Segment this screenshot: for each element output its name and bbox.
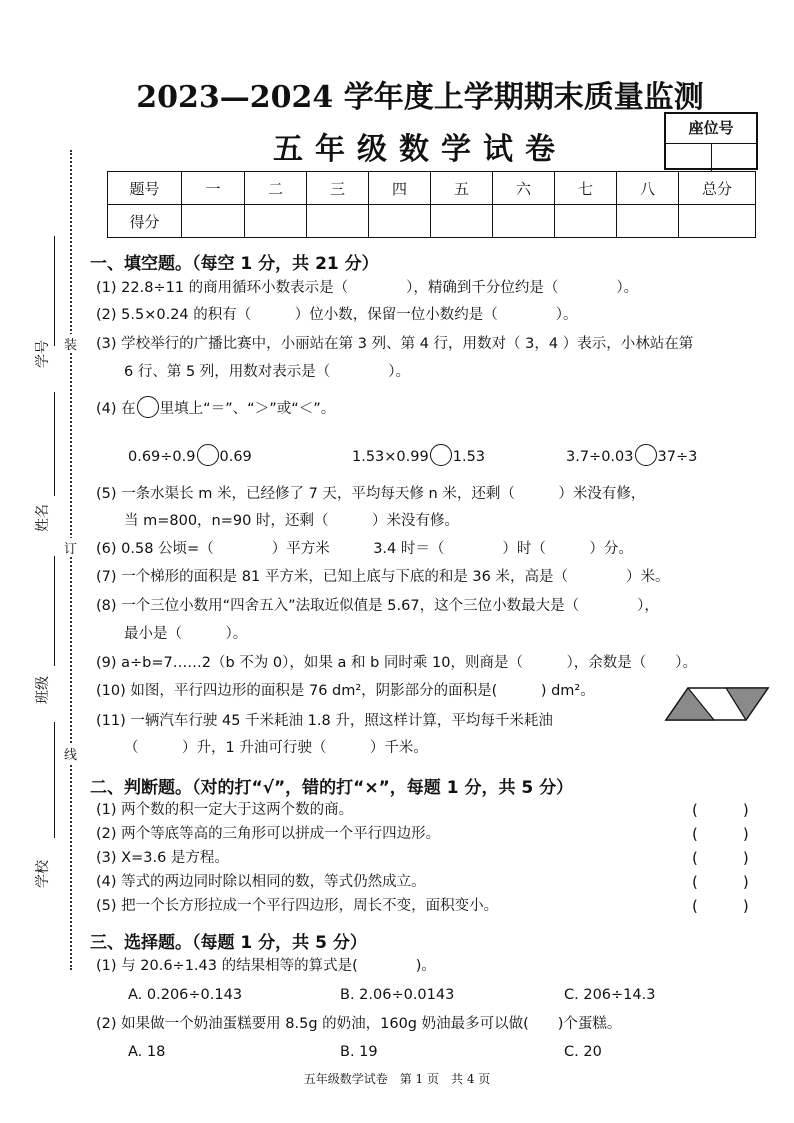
s2-answer-5[interactable]: ( ) [692, 897, 749, 915]
q4-item-left: 0.69÷0.9 [128, 449, 196, 465]
s2-item-3: (3) X=3.6 是方程。 [96, 850, 229, 866]
compare-circle-icon [137, 396, 159, 418]
q4-item-right: 0.69 [219, 449, 252, 465]
score-table-header-row [108, 172, 756, 205]
score-header-cell: 五 [431, 172, 493, 205]
s1-question-8-line-1: (8) 一个三位小数用“四舍五入”法取近似值是 5.67，这个三位小数最大是（ ）， [96, 598, 659, 614]
score-cell[interactable] [245, 205, 307, 238]
score-table [107, 171, 756, 238]
s1-q4-item-2 [352, 444, 485, 468]
name-write-line[interactable] [54, 392, 55, 496]
s1-question-1: (1) 22.8÷11 的商用循环小数表示是（ ），精确到千分位约是（ ）。 [96, 280, 639, 296]
school-label: 学校 [35, 860, 51, 888]
q4-item-right: 37÷3 [657, 449, 698, 465]
s1-question-5-line-2: 当 m=800，n=90 时，还剩（ ）米没有修。 [124, 513, 459, 529]
s1-q4-item-3 [566, 444, 697, 468]
score-cell[interactable] [369, 205, 431, 238]
score-header-cell: 八 [617, 172, 679, 205]
class-write-line[interactable] [54, 556, 55, 666]
student-id-label: 学号 [35, 340, 51, 368]
section-1-heading: 一、填空题。（每空 1 分，共 21 分） [90, 254, 379, 274]
parallelogram-figure [664, 684, 770, 724]
binding-dotted-line [70, 150, 72, 970]
s2-item-1: (1) 两个数的积一定大于这两个数的商。 [96, 802, 354, 818]
s1-q4-prefix: (4) 在 [96, 401, 136, 417]
compare-circle-input[interactable] [197, 444, 219, 466]
s3-q1-option-a[interactable]: A. 0.206÷0.143 [128, 987, 243, 1003]
score-header-cell: 总分 [679, 172, 756, 205]
s3-q1-option-b[interactable]: B. 2.06÷0.0143 [340, 987, 455, 1003]
score-header-cell: 三 [307, 172, 369, 205]
s3-question-1: (1) 与 20.6÷1.43 的结果相等的算式是( )。 [96, 958, 436, 974]
s3-q2-option-c[interactable]: C. 20 [564, 1044, 602, 1060]
compare-circle-input[interactable] [635, 444, 657, 466]
score-cell[interactable] [307, 205, 369, 238]
seat-number-box [664, 112, 758, 170]
score-cell[interactable] [182, 205, 245, 238]
q4-item-right: 1.53 [452, 449, 486, 465]
class-label: 班级 [35, 676, 51, 704]
score-header-cell: 四 [369, 172, 431, 205]
school-write-line[interactable] [54, 722, 55, 838]
s1-question-10: (10) 如图，平行四边形的面积是 76 dm²，阴影部分的面积是( ) dm²。 [96, 683, 595, 699]
exam-subtitle: 五年级数学试卷 [273, 132, 567, 167]
s3-question-2: (2) 如果做一个奶油蛋糕要用 8.5g 的奶油，160g 奶油最多可以做( )个蛋糕。 [96, 1016, 622, 1032]
score-header-cell: 题号 [108, 172, 182, 205]
s3-q2-option-a[interactable]: A. 18 [128, 1044, 166, 1060]
score-header-cell: 二 [245, 172, 307, 205]
score-cell[interactable] [679, 205, 756, 238]
s1-q4-suffix: 里填上“＝”、“＞”或“＜”。 [159, 401, 336, 417]
s1-question-2: (2) 5.5×0.24 的积有（ ）位小数，保留一位小数约是（ ）。 [96, 307, 578, 323]
score-cell[interactable] [617, 205, 679, 238]
page-footer: 五年级数学试卷 第 1 页 共 4 页 [303, 1072, 491, 1086]
s1-question-5-line-1: (5) 一条水渠长 m 米，已经修了 7 天，平均每天修 n 米，还剩（ ）米没有修， [96, 486, 646, 502]
s1-question-3-line-2: 6 行、第 5 列，用数对表示是（ ）。 [124, 364, 411, 380]
s2-item-2: (2) 两个等底等高的三角形可以拼成一个平行四边形。 [96, 826, 441, 842]
s2-answer-2[interactable]: ( ) [692, 825, 749, 843]
score-row-label: 得分 [108, 205, 182, 238]
compare-circle-input[interactable] [430, 444, 452, 466]
seat-number-label: 座位号 [666, 114, 756, 144]
score-cell[interactable] [431, 205, 493, 238]
score-header-cell: 六 [493, 172, 555, 205]
s2-item-5: (5) 把一个长方形拉成一个平行四边形，周长不变，面积变小。 [96, 898, 499, 914]
s3-q1-option-c[interactable]: C. 206÷14.3 [564, 987, 656, 1003]
q4-item-left: 3.7÷0.03 [566, 449, 634, 465]
score-header-cell: 七 [555, 172, 617, 205]
seat-number-cell-2[interactable] [712, 144, 757, 171]
student-id-write-line[interactable] [54, 236, 55, 346]
score-table-score-row [108, 205, 756, 238]
s1-question-7: (7) 一个梯形的面积是 81 平方米，已知上底与下底的和是 36 米，高是（ ）米。 [96, 569, 670, 585]
s1-question-8-line-2: 最小是（ ）。 [124, 626, 248, 642]
s2-item-4: (4) 等式的两边同时除以相同的数，等式仍然成立。 [96, 874, 426, 890]
s1-question-9: (9) a÷b=7……2（b 不为 0），如果 a 和 b 同时乘 10，则商是（ ），余数是（ ）。 [96, 655, 697, 671]
s1-question-3-line-1: (3) 学校举行的广播比赛中，小丽站在第 3 列、第 4 行，用数对（ 3，4 ）表示，小林站在第 [96, 336, 694, 352]
name-label: 姓名 [35, 504, 51, 532]
score-cell[interactable] [555, 205, 617, 238]
binding-char-xian: 线 [64, 744, 77, 763]
s2-answer-3[interactable]: ( ) [692, 849, 749, 867]
binding-char-zhuang: 装 [64, 334, 77, 353]
s2-answer-4[interactable]: ( ) [692, 873, 749, 891]
exam-title: 2023—2024 学年度上学期期末质量监测 [136, 80, 704, 115]
binding-char-ding: 订 [64, 538, 77, 557]
seat-number-cell-1[interactable] [666, 144, 712, 171]
q4-item-left: 1.53×0.99 [352, 449, 429, 465]
section-3-heading: 三、选择题。（每题 1 分，共 5 分） [90, 933, 367, 953]
score-cell[interactable] [493, 205, 555, 238]
s2-answer-1[interactable]: ( ) [692, 801, 749, 819]
s1-question-11-line-1: (11) 一辆汽车行驶 45 千米耗油 1.8 升，照这样计算，平均每千米耗油 [96, 713, 553, 729]
s1-question-4 [96, 396, 335, 420]
s1-question-6: (6) 0.58 公顷=（ ）平方米 3.4 时＝（ ）时（ ）分。 [96, 541, 633, 557]
score-header-cell: 一 [182, 172, 245, 205]
section-2-heading: 二、判断题。（对的打“√”，错的打“×”，每题 1 分，共 5 分） [90, 778, 574, 798]
s1-q4-item-1 [128, 444, 252, 468]
s3-q2-option-b[interactable]: B. 19 [340, 1044, 378, 1060]
s1-question-11-line-2: （ ）升，1 升油可行驶（ ）千米。 [124, 740, 428, 756]
